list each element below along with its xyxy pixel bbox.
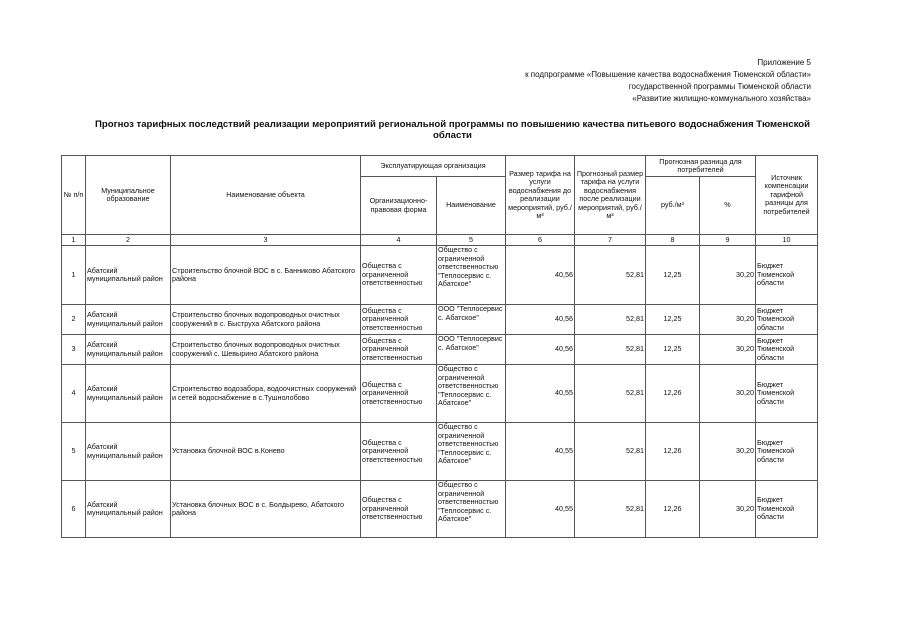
cell-tariff-after: 52,81 xyxy=(575,305,646,335)
column-number: 8 xyxy=(646,235,700,246)
cell-tariff-before: 40,56 xyxy=(506,246,575,305)
cell-municipality: Абатский муниципальный район xyxy=(86,423,171,481)
table-row xyxy=(62,305,818,335)
cell-municipality: Абатский муниципальный район xyxy=(86,246,171,305)
cell-source: Бюджет Тюменской области xyxy=(756,335,818,365)
cell-municipality: Абатский муниципальный район xyxy=(86,481,171,538)
document-title: Прогноз тарифных последствий реализации мероприятий региональной программы по повышению качества питьевого водоснабжения Тюменской области xyxy=(94,119,811,141)
cell-source: Бюджет Тюменской области xyxy=(756,246,818,305)
table-row xyxy=(62,246,818,305)
cell-diff-rub: 12,25 xyxy=(646,246,700,305)
cell-tariff-after: 52,81 xyxy=(575,365,646,423)
header-org-form: Организационно-правовая форма xyxy=(361,177,437,235)
column-number: 7 xyxy=(575,235,646,246)
cell-diff-rub: 12,25 xyxy=(646,335,700,365)
column-number: 4 xyxy=(361,235,437,246)
cell-source: Бюджет Тюменской области xyxy=(756,481,818,538)
header-diff-rub: руб./м³ xyxy=(646,177,700,235)
table-row xyxy=(62,335,818,365)
cell-tariff-before: 40,55 xyxy=(506,365,575,423)
table-row xyxy=(62,365,818,423)
cell-municipality: Абатский муниципальный район xyxy=(86,335,171,365)
header-object: Наименование объекта xyxy=(171,156,361,235)
appendix-line: Приложение 5 xyxy=(757,58,811,67)
cell-tariff-before: 40,56 xyxy=(506,305,575,335)
column-number: 10 xyxy=(756,235,818,246)
cell-org-name: Общество с ограниченной ответственностью "Теплосервис с. Абатское" xyxy=(437,481,506,538)
tariff-table xyxy=(61,155,818,538)
cell-object: Строительство водозабора, водоочистных сооружений и сетей водоснабжение в с.Тушнолобово xyxy=(171,365,361,423)
cell-org-name: Общество с ограниченной ответственностью "Теплосервис с. Абатское" xyxy=(437,423,506,481)
cell-num: 2 xyxy=(62,305,86,335)
cell-source: Бюджет Тюменской области xyxy=(756,423,818,481)
cell-org-name: ООО "Теплосервис с. Абатское" xyxy=(437,305,506,335)
cell-tariff-after: 52,81 xyxy=(575,481,646,538)
column-number: 9 xyxy=(700,235,756,246)
cell-num: 1 xyxy=(62,246,86,305)
cell-municipality: Абатский муниципальный район xyxy=(86,365,171,423)
column-number-row xyxy=(62,235,818,246)
cell-num: 3 xyxy=(62,335,86,365)
cell-org-form: Общества с ограниченной ответственностью xyxy=(361,481,437,538)
cell-org-form: Общества с ограниченной ответственностью xyxy=(361,305,437,335)
cell-diff-pct: 30,20 xyxy=(700,335,756,365)
cell-org-form: Общества с ограниченной ответственностью xyxy=(361,246,437,305)
cell-diff-pct: 30,20 xyxy=(700,246,756,305)
table-row xyxy=(62,423,818,481)
cell-tariff-after: 52,81 xyxy=(575,423,646,481)
cell-diff-rub: 12,26 xyxy=(646,481,700,538)
cell-diff-pct: 30,20 xyxy=(700,481,756,538)
cell-org-form: Общества с ограниченной ответственностью xyxy=(361,365,437,423)
header-org-name: Наименование xyxy=(437,177,506,235)
cell-org-form: Общества с ограниченной ответственностью xyxy=(361,335,437,365)
cell-tariff-after: 52,81 xyxy=(575,335,646,365)
cell-diff-rub: 12,26 xyxy=(646,423,700,481)
cell-diff-pct: 30,20 xyxy=(700,305,756,335)
cell-tariff-after: 52,81 xyxy=(575,246,646,305)
cell-diff-pct: 30,20 xyxy=(700,423,756,481)
header-source: Источник компенсации тарифной разницы для потребителей xyxy=(756,156,818,235)
cell-tariff-before: 40,56 xyxy=(506,335,575,365)
column-number: 5 xyxy=(437,235,506,246)
cell-org-name: ООО "Теплосервис с. Абатское" xyxy=(437,335,506,365)
cell-municipality: Абатский муниципальный район xyxy=(86,305,171,335)
appendix-line: «Развитие жилищно-коммунального хозяйства» xyxy=(632,94,811,103)
header-municipality: Муниципальное образование xyxy=(86,156,171,235)
header-diff-group: Прогнозная разница для потребителей xyxy=(646,156,756,177)
cell-org-name: Общество с ограниченной ответственностью "Теплосервис с. Абатское" xyxy=(437,246,506,305)
cell-org-name: Общество с ограниченной ответственностью "Теплосервис с. Абатское" xyxy=(437,365,506,423)
cell-object: Строительство блочных водопроводных очистных сооружений в с. Быструха Абатского района xyxy=(171,305,361,335)
column-number: 2 xyxy=(86,235,171,246)
column-number: 6 xyxy=(506,235,575,246)
cell-source: Бюджет Тюменской области xyxy=(756,305,818,335)
column-number: 1 xyxy=(62,235,86,246)
cell-object: Строительство блочных водопроводных очистных сооружений с. Шевырино Абатского района xyxy=(171,335,361,365)
cell-object: Установка блочной ВОС в.Конево xyxy=(171,423,361,481)
appendix-line: государственной программы Тюменской области xyxy=(628,82,811,91)
header-tariff-after: Прогнозный размер тарифа на услуги водоснабжения после реализации мероприятий, руб./м³ xyxy=(575,156,646,235)
header-tariff-before: Размер тарифа на услуги водоснабжения до реализации мероприятий, руб./м³ xyxy=(506,156,575,235)
cell-tariff-before: 40,55 xyxy=(506,423,575,481)
cell-num: 4 xyxy=(62,365,86,423)
cell-num: 6 xyxy=(62,481,86,538)
cell-num: 5 xyxy=(62,423,86,481)
table-row xyxy=(62,481,818,538)
column-number: 3 xyxy=(171,235,361,246)
cell-object: Установка блочных ВОС в с. Болдырево, Абатского района xyxy=(171,481,361,538)
cell-source: Бюджет Тюменской области xyxy=(756,365,818,423)
cell-tariff-before: 40,55 xyxy=(506,481,575,538)
cell-object: Строительство блочной ВОС в с. Банниково Абатского района xyxy=(171,246,361,305)
appendix-block xyxy=(525,57,811,105)
cell-diff-rub: 12,26 xyxy=(646,365,700,423)
header-num: № п/п xyxy=(62,156,86,235)
cell-diff-pct: 30,20 xyxy=(700,365,756,423)
header-org-group: Эксплуатирующая организация xyxy=(361,156,506,177)
header-diff-pct: % xyxy=(700,177,756,235)
cell-diff-rub: 12,25 xyxy=(646,305,700,335)
appendix-line: к подпрограмме «Повышение качества водоснабжения Тюменской области» xyxy=(525,70,811,79)
cell-org-form: Общества с ограниченной ответственностью xyxy=(361,423,437,481)
